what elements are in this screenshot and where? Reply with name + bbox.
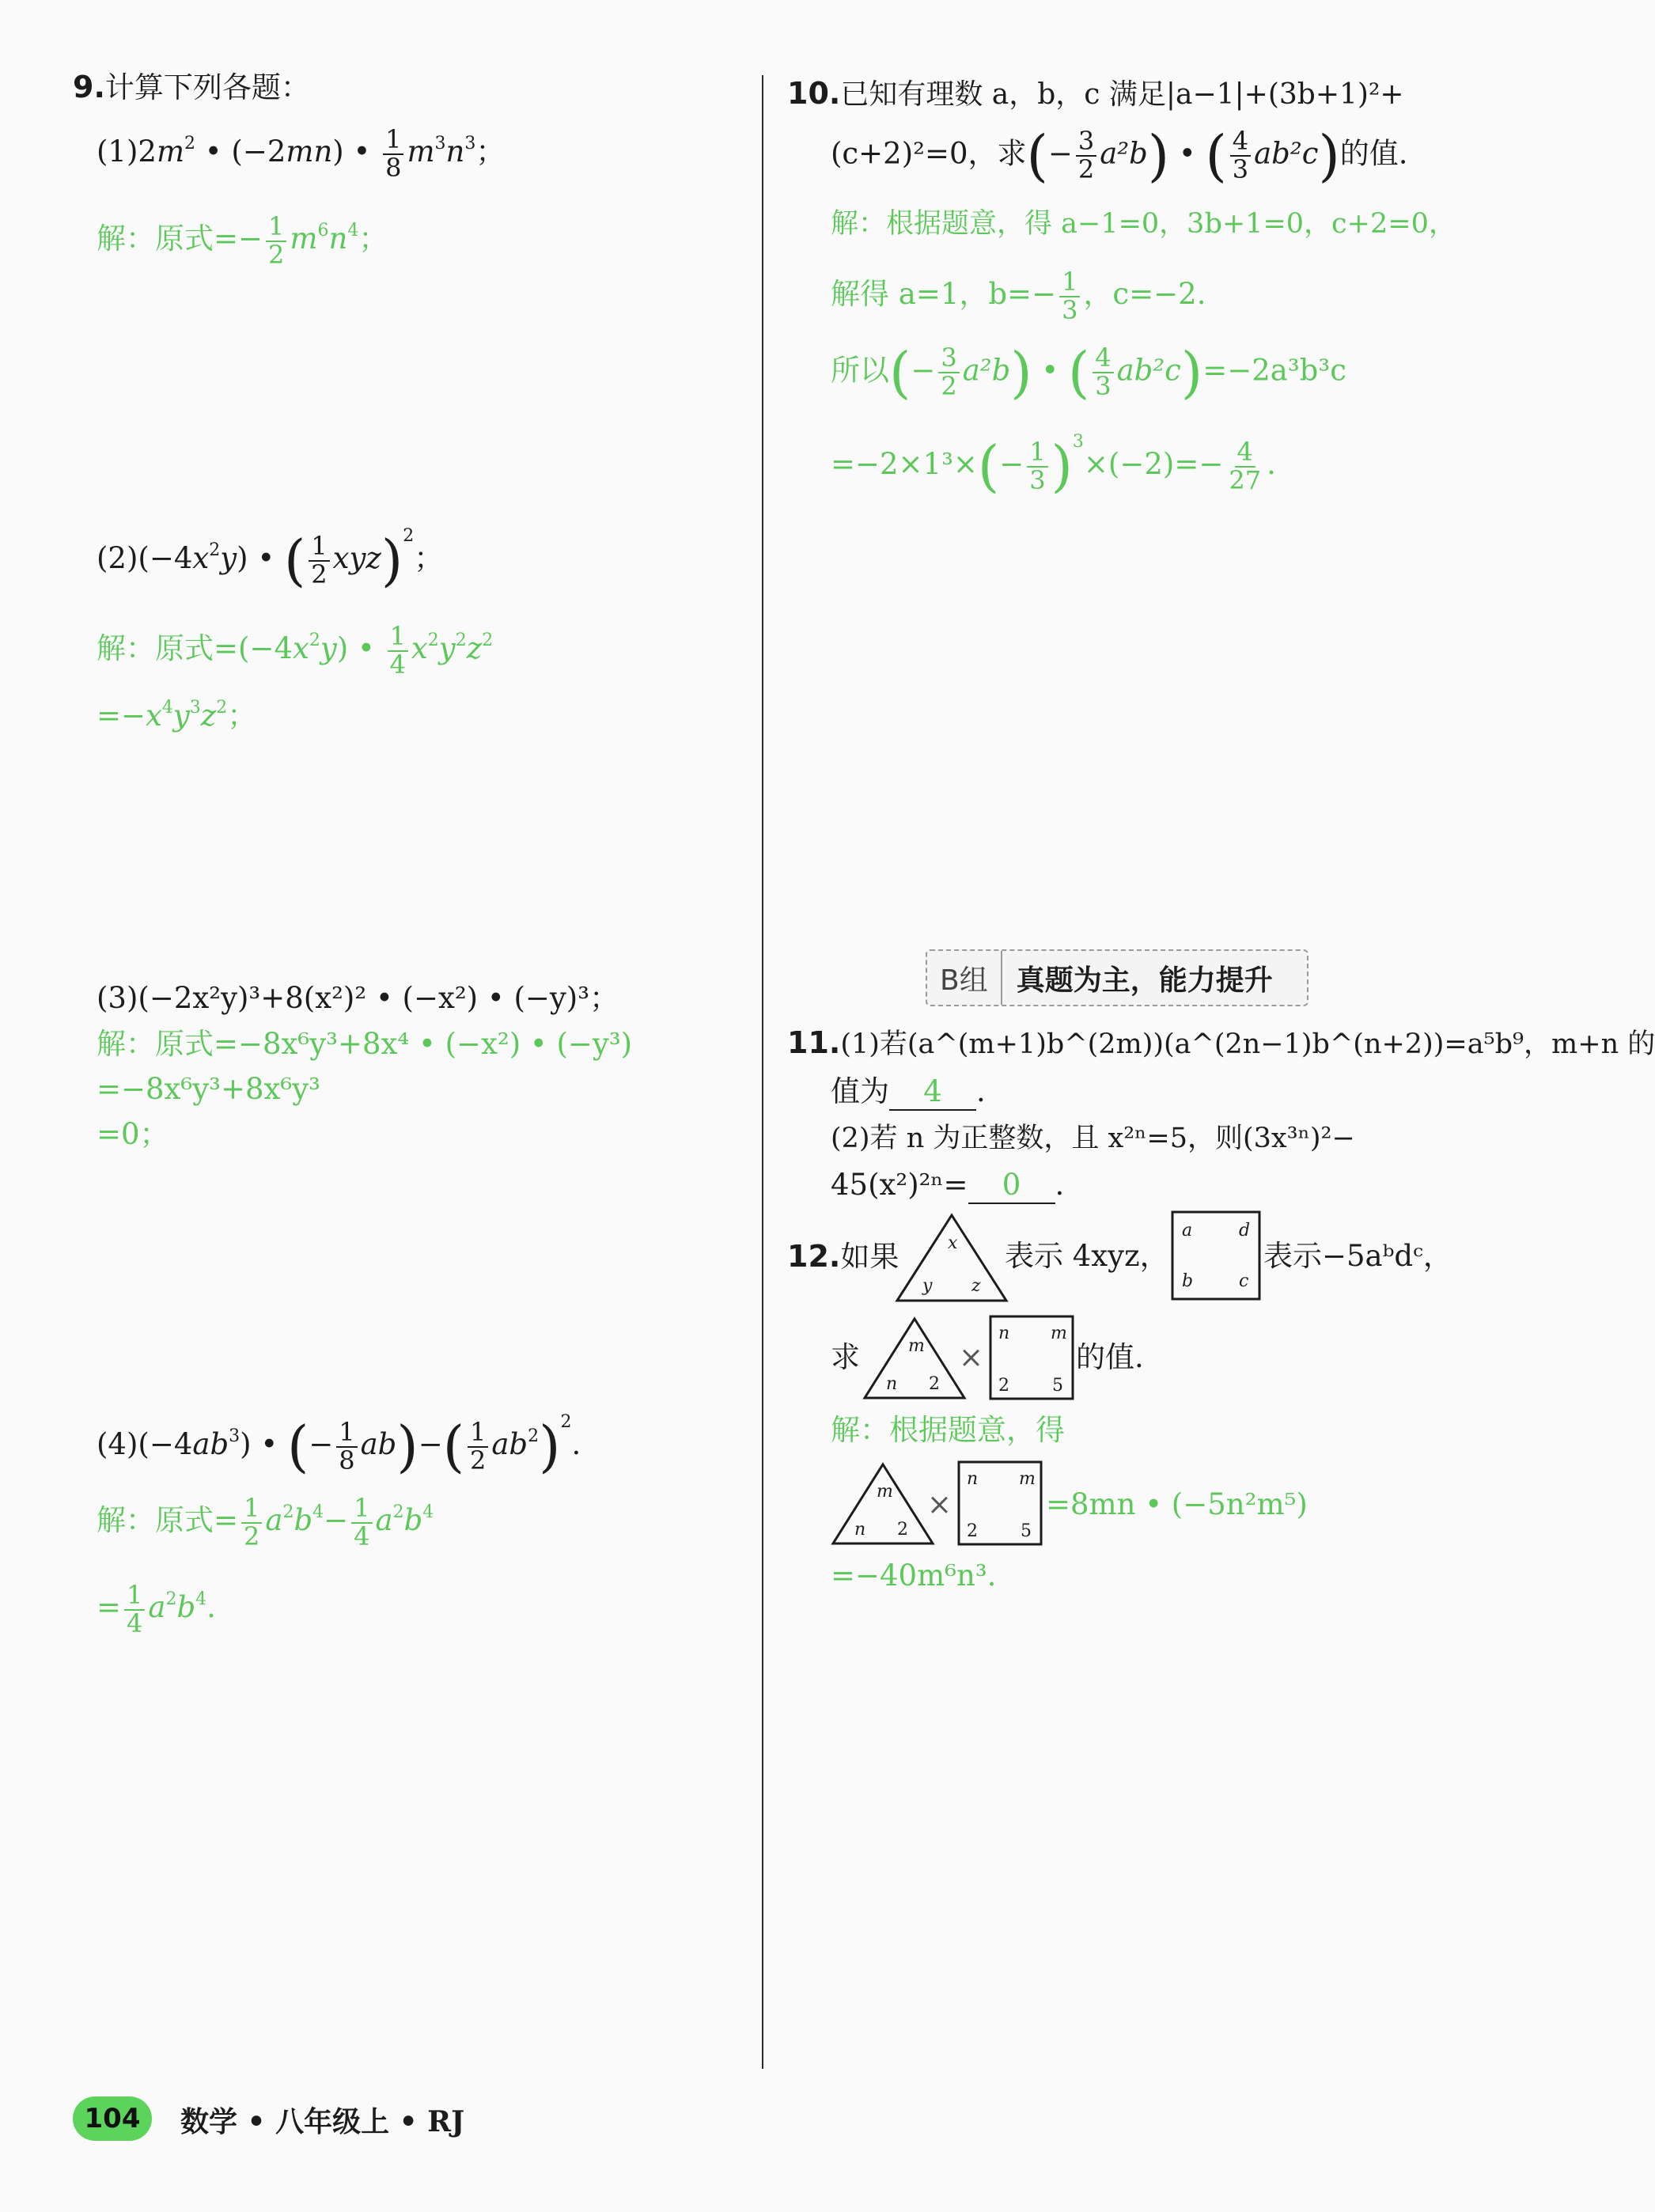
- var: y: [438, 631, 456, 666]
- exp: 2: [392, 1502, 404, 1523]
- denominator: 4: [127, 1608, 143, 1638]
- numerator: 1: [266, 214, 286, 242]
- exp: 3: [464, 134, 476, 154]
- q9-stem-text: 计算下列各题：: [104, 70, 310, 104]
- numerator: 1: [241, 1495, 262, 1524]
- exp: 2: [184, 134, 196, 154]
- text: (1)2: [97, 134, 157, 169]
- q12-number: 12.: [787, 1239, 841, 1274]
- exp: 2: [403, 526, 415, 546]
- exp: 6: [317, 221, 329, 241]
- numerator: 4: [1093, 345, 1113, 373]
- text: ) •: [237, 541, 284, 575]
- group-b-title: 真题为主，能力提升: [1016, 963, 1273, 997]
- q9-stem: [73, 70, 310, 106]
- text: −: [324, 1503, 349, 1538]
- text: (c+2)²=0，求: [831, 136, 1027, 171]
- solution-triangle-diagram: [829, 1460, 937, 1547]
- fraction: [383, 124, 403, 183]
- square-label-top-left: a: [1182, 1221, 1193, 1240]
- q9-part4-solution-line1: [97, 1495, 434, 1550]
- exp: 2: [528, 1426, 540, 1446]
- text: =−2×1³×: [831, 447, 978, 481]
- triangle-label-bottom-right: 2: [929, 1374, 940, 1394]
- square-label-bottom-right: 5: [1052, 1376, 1063, 1396]
- exp: 2: [427, 631, 439, 651]
- q12-solution-line2: =8mn • (−5n²m⁵): [1046, 1487, 1308, 1521]
- text: 解：原式=−: [97, 222, 263, 256]
- text: −: [999, 447, 1024, 481]
- paren: ): [1318, 123, 1340, 188]
- fraction: [309, 530, 329, 589]
- triangle-label-top: x: [948, 1233, 958, 1253]
- var: x: [192, 541, 210, 575]
- var: ab: [192, 1427, 229, 1461]
- q12-line2-end: 的值.: [1076, 1340, 1144, 1374]
- column-divider: [762, 75, 763, 2069]
- text: ；: [414, 541, 444, 575]
- q12-line2-lead: 求: [831, 1340, 860, 1374]
- var: x: [411, 631, 428, 666]
- text: •: [1169, 136, 1206, 171]
- fraction: [1230, 128, 1251, 183]
- paren: ): [1010, 340, 1032, 405]
- text: 已知有理数 a，b，c 满足|a−1|+(3b+1)²+: [840, 78, 1404, 111]
- text: 的值.: [1339, 136, 1408, 171]
- var: m: [290, 222, 318, 256]
- square-nm25-diagram: [989, 1315, 1076, 1402]
- paren: ): [381, 528, 403, 593]
- var: ab²c: [1254, 136, 1319, 171]
- q10-number: 10.: [787, 76, 841, 111]
- var: y: [172, 699, 190, 733]
- text: =: [97, 1590, 122, 1625]
- text: 解得 a=1，b=−: [831, 277, 1057, 312]
- var: z: [200, 699, 217, 733]
- denominator: 2: [268, 239, 285, 270]
- triangle-label-bottom-right: 2: [897, 1520, 908, 1540]
- var: mn: [286, 134, 333, 169]
- var: ab: [360, 1427, 397, 1461]
- var: x: [292, 631, 309, 666]
- exp: 2: [309, 631, 320, 651]
- square-label-top-right: d: [1239, 1221, 1251, 1240]
- group-b-tag: B组: [927, 951, 1002, 1005]
- text: =−: [97, 699, 146, 733]
- text: =−2a³b³c: [1202, 353, 1346, 388]
- q9-part3-solution-line1: 解：原式=−8x⁶y³+8x⁴ • (−x²) • (−y³): [97, 1027, 633, 1061]
- text: (2)(−4: [97, 541, 193, 575]
- fraction: [241, 1495, 262, 1550]
- text: .: [1267, 447, 1276, 481]
- text: 解：原式=: [97, 1503, 239, 1538]
- denominator: 8: [339, 1445, 355, 1475]
- solution-times-sign: ×: [927, 1487, 952, 1521]
- var: a²b: [962, 353, 1011, 388]
- text: ，c=−2.: [1083, 277, 1206, 312]
- fraction: [1093, 345, 1113, 400]
- q10-line2: [831, 123, 1408, 188]
- denominator: 2: [470, 1445, 487, 1475]
- triangle-label-bottom-left: n: [854, 1520, 866, 1540]
- var: y: [220, 541, 237, 575]
- triangle-shape: [897, 1215, 1006, 1301]
- square-abcd-diagram: [1171, 1210, 1263, 1302]
- square-label-bottom-right: 5: [1021, 1521, 1032, 1541]
- var: n: [328, 222, 348, 256]
- q9-number: 9.: [73, 70, 105, 104]
- q11-line3: (2)若 n 为正整数，且 x²ⁿ=5，则(3x³ⁿ)²−: [831, 1123, 1355, 1154]
- text: .: [571, 1427, 581, 1461]
- numerator: 1: [388, 623, 408, 652]
- paren: (: [977, 434, 1000, 499]
- exp: 3: [434, 134, 446, 154]
- denominator: 8: [385, 152, 402, 183]
- text: ；: [358, 222, 388, 256]
- text: .: [1055, 1168, 1065, 1202]
- exp: 2: [165, 1589, 177, 1610]
- text: −: [309, 1427, 334, 1461]
- fraction: [266, 211, 286, 270]
- numerator: 4: [1230, 128, 1251, 157]
- exp: 2: [209, 540, 221, 560]
- numerator: 1: [383, 127, 403, 155]
- exp: 3: [1072, 432, 1084, 452]
- q9-part2-problem: [97, 526, 444, 593]
- q9-part1-solution: [97, 211, 388, 270]
- var: ab: [491, 1427, 528, 1461]
- var: m: [407, 134, 435, 169]
- exp: 3: [229, 1426, 240, 1446]
- q10-solution-line4: [831, 432, 1276, 499]
- exp: 4: [195, 1589, 207, 1610]
- paren: (: [442, 1414, 465, 1479]
- fraction: [1059, 269, 1080, 324]
- paren: ): [1051, 434, 1073, 499]
- text: • (−2: [195, 134, 286, 169]
- numerator: 1: [309, 533, 329, 562]
- var: b: [294, 1503, 313, 1538]
- times-sign: ×: [959, 1340, 984, 1374]
- q9-part3-solution-line3: =0；: [97, 1117, 169, 1151]
- var: xyz: [332, 541, 381, 575]
- paren: (: [1067, 340, 1090, 405]
- text: 值为: [831, 1074, 889, 1108]
- var: y: [320, 631, 337, 666]
- triangle-label-top: m: [908, 1336, 925, 1356]
- q12-solution-line1: 解：根据题意，得: [831, 1413, 1065, 1447]
- q11-line2: [831, 1074, 986, 1111]
- triangle-xyz-diagram: [892, 1210, 1011, 1305]
- fraction: [336, 1416, 357, 1475]
- q12-lead: [787, 1239, 899, 1275]
- text: (4)(−4: [97, 1427, 193, 1461]
- exp: 2: [560, 1412, 572, 1432]
- q11-number: 11.: [787, 1025, 841, 1060]
- numerator: 4: [1235, 439, 1255, 468]
- group-b-header: [926, 949, 1308, 1006]
- numerator: 3: [938, 345, 959, 373]
- exp: 4: [422, 1502, 434, 1523]
- denominator: 3: [1029, 464, 1046, 495]
- var: a: [265, 1503, 283, 1538]
- page-number-badge: 104: [73, 2096, 152, 2141]
- text: ；: [475, 134, 506, 169]
- footer-book-title: 数学 • 八年级上 • RJ: [180, 2105, 465, 2138]
- triangle-label-top: m: [877, 1482, 893, 1502]
- exp: 2: [482, 631, 494, 651]
- q9-part2-solution-line1: [97, 623, 493, 678]
- q12-line1-mid: 表示 4xyz，: [1005, 1239, 1169, 1273]
- text: 解：原式=(−4: [97, 631, 293, 666]
- numerator: 1: [124, 1582, 145, 1611]
- q12-line1-end: 表示−5aᵇdᶜ，: [1263, 1239, 1452, 1273]
- fraction: [468, 1416, 488, 1475]
- numerator: 1: [1027, 439, 1047, 468]
- paren: ): [396, 1414, 418, 1479]
- paren: (: [1026, 123, 1048, 188]
- var: a: [148, 1590, 166, 1625]
- var: m: [156, 134, 185, 169]
- exp: 4: [161, 698, 173, 718]
- text: •: [1032, 353, 1068, 388]
- q10-solution-line1: 解：根据题意，得 a−1=0，3b+1=0，c+2=0，: [831, 208, 1456, 240]
- numerator: 1: [468, 1419, 488, 1448]
- exp: 2: [216, 698, 228, 718]
- numerator: 1: [336, 1419, 357, 1448]
- solution-square-diagram: [957, 1460, 1044, 1547]
- triangle-label-bottom-left: y: [922, 1276, 933, 1296]
- denominator: 2: [1077, 154, 1095, 184]
- text: ) •: [240, 1427, 287, 1461]
- exp: 4: [312, 1502, 324, 1523]
- q12-solution-line3: =−40m⁶n³.: [831, 1559, 997, 1593]
- paren: ): [1180, 340, 1203, 405]
- denominator: 2: [244, 1521, 260, 1551]
- square-label-top-right: m: [1019, 1469, 1036, 1489]
- text: 所以: [831, 353, 889, 388]
- q11-answer-blank-1[interactable]: 4: [889, 1074, 976, 1111]
- text: (1)若(a^(m+1)b^(2m))(a^(2n−1)b^(n+2))=a⁵b⁹，m+n 的: [840, 1028, 1655, 1060]
- var: z: [466, 631, 483, 666]
- exp: 2: [282, 1502, 294, 1523]
- fraction: [1226, 436, 1263, 495]
- paren: (: [286, 1414, 309, 1479]
- var: a²b: [1100, 136, 1148, 171]
- text: −: [418, 1427, 443, 1461]
- numerator: 1: [351, 1495, 372, 1524]
- text: ×(−2)=−: [1083, 447, 1224, 481]
- triangle-mn2-diagram: [861, 1315, 968, 1402]
- exp: 4: [347, 221, 359, 241]
- fraction: [938, 345, 959, 400]
- square-label-top-right: m: [1051, 1324, 1067, 1343]
- paren: (: [889, 340, 911, 405]
- fraction: [388, 623, 408, 678]
- q11-answer-blank-2[interactable]: 0: [968, 1168, 1055, 1204]
- square-label-bottom-left: b: [1182, 1271, 1194, 1291]
- numerator: 1: [1059, 269, 1080, 297]
- q10-solution-line3: [831, 340, 1346, 405]
- text: −: [911, 353, 936, 388]
- triangle-label-bottom-right: z: [971, 1276, 981, 1296]
- fraction: [351, 1495, 372, 1550]
- text: −: [1047, 136, 1073, 171]
- triangle-shape: [833, 1464, 933, 1543]
- var: b: [176, 1590, 196, 1625]
- var: ab²c: [1116, 353, 1181, 388]
- paren: ): [539, 1414, 561, 1479]
- denominator: 3: [1062, 294, 1078, 325]
- text: ) •: [336, 631, 384, 666]
- text: 如果: [840, 1240, 899, 1274]
- triangle-shape: [865, 1319, 964, 1398]
- q9-part3-solution-line2: =−8x⁶y³+8x⁶y³: [97, 1072, 320, 1106]
- square-label-top-left: n: [998, 1324, 1010, 1343]
- q9-part3-problem: (3)(−2x²y)³+8(x²)² • (−x²) • (−y)³；: [97, 981, 619, 1015]
- square-label-top-left: n: [967, 1469, 979, 1489]
- paren: ): [1147, 123, 1170, 188]
- denominator: 3: [1095, 371, 1112, 401]
- exp: 2: [455, 631, 467, 651]
- denominator: 2: [311, 559, 328, 589]
- denominator: 2: [941, 371, 957, 401]
- denominator: 4: [354, 1521, 370, 1551]
- var: n: [445, 134, 465, 169]
- fraction: [1076, 128, 1096, 183]
- denominator: 3: [1232, 154, 1249, 184]
- q9-part2-solution-line2: [97, 698, 256, 733]
- fraction: [124, 1582, 145, 1637]
- text: .: [206, 1590, 216, 1625]
- var: x: [146, 699, 162, 733]
- square-label-bottom-right: c: [1239, 1271, 1249, 1291]
- paren: (: [1205, 123, 1227, 188]
- numerator: 3: [1076, 128, 1096, 157]
- text: 45(x²)²ⁿ=: [831, 1168, 968, 1202]
- q9-part4-problem: [97, 1412, 581, 1479]
- denominator: 27: [1229, 464, 1262, 495]
- square-label-bottom-left: 2: [998, 1376, 1009, 1396]
- var: a: [375, 1503, 393, 1538]
- text: ；: [227, 699, 257, 733]
- q11-line1: [787, 1025, 1655, 1062]
- q9-part1-problem: [97, 124, 506, 183]
- triangle-label-bottom-left: n: [886, 1374, 898, 1394]
- square-label-bottom-left: 2: [967, 1521, 978, 1541]
- text: .: [976, 1074, 986, 1108]
- q9-part4-solution-line2: [97, 1582, 216, 1637]
- q10-solution-line2: [831, 269, 1206, 324]
- var: b: [403, 1503, 423, 1538]
- exp: 3: [189, 698, 201, 718]
- q10-line1: [787, 76, 1404, 112]
- q11-line4: [831, 1168, 1064, 1204]
- text: ) •: [332, 134, 381, 169]
- paren: (: [283, 528, 306, 593]
- fraction: [1027, 436, 1047, 495]
- denominator: 4: [389, 649, 406, 680]
